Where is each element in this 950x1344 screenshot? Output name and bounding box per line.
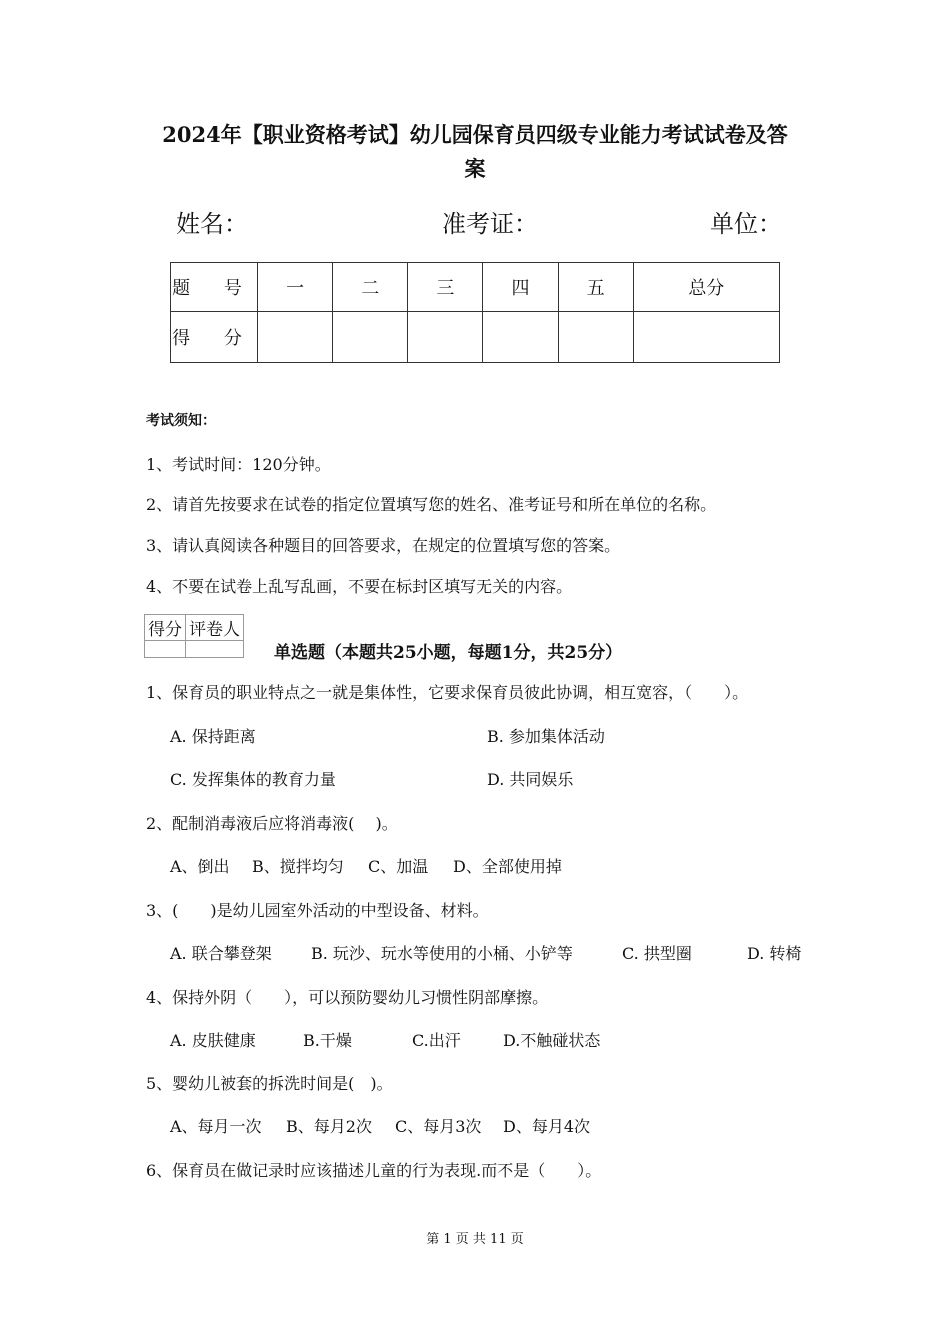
score-cell[interactable] [408, 312, 483, 363]
grader-score-label: 得分 [145, 615, 186, 641]
exam-id-label: 准考证： [442, 210, 538, 238]
q4-option-b[interactable]: B.干燥 [303, 1031, 352, 1050]
q3-option-a[interactable]: A. 联合攀登架 [170, 944, 272, 963]
notice-item: 3、请认真阅读各种题目的回答要求，在规定的位置填写您的答案。 [146, 536, 621, 555]
score-table-col-4: 四 [483, 263, 558, 312]
score-table-col-3: 三 [408, 263, 483, 312]
score-table-row-label: 得 分 [171, 312, 258, 363]
q5-option-c[interactable]: C、每月3次 [395, 1117, 482, 1136]
question-4: 4、保持外阴（ ），可以预防婴幼儿习惯性阴部摩擦。 [146, 988, 549, 1007]
q5-option-d[interactable]: D、每月4次 [503, 1117, 591, 1136]
q4-option-a[interactable]: A. 皮肤健康 [170, 1031, 256, 1050]
q3-option-b[interactable]: B. 玩沙、玩水等使用的小桶、小铲等 [311, 944, 573, 963]
q2-option-b[interactable]: B、搅拌均匀 [252, 857, 344, 876]
score-table-header-label: 题 号 [171, 263, 258, 312]
q3-option-d[interactable]: D. 转椅 [747, 944, 802, 963]
notice-item: 4、不要在试卷上乱写乱画，不要在标封区填写无关的内容。 [146, 577, 573, 596]
document-title-line-1: 2024年【职业资格考试】幼儿园保育员四级专业能力考试试卷及答 [162, 122, 788, 147]
q5-option-a[interactable]: A、每月一次 [170, 1117, 262, 1136]
question-5: 5、婴幼儿被套的拆洗时间是( )。 [146, 1074, 393, 1093]
q1-option-c[interactable]: C. 发挥集体的教育力量 [170, 770, 336, 789]
question-1: 1、保育员的职业特点之一就是集体性，它要求保育员彼此协调，相互宽容，（ ）。 [146, 683, 749, 702]
question-2: 2、配制消毒液后应将消毒液( )。 [146, 814, 398, 833]
score-cell-total[interactable] [633, 312, 779, 363]
score-cell[interactable] [558, 312, 633, 363]
q1-option-a[interactable]: A. 保持距离 [170, 727, 256, 746]
score-cell[interactable] [483, 312, 558, 363]
document-title-line-2: 案 [464, 156, 486, 181]
score-cell[interactable] [258, 312, 333, 363]
grader-box [144, 614, 244, 658]
q1-option-b[interactable]: B. 参加集体活动 [487, 727, 605, 746]
notice-item: 1、考试时间：120分钟。 [146, 455, 331, 474]
score-table-col-5: 五 [558, 263, 633, 312]
q2-option-c[interactable]: C、加温 [368, 857, 429, 876]
section-title: 单选题（本题共25小题，每题1分，共25分） [274, 643, 623, 663]
question-3: 3、( )是幼儿园室外活动的中型设备、材料。 [146, 901, 489, 920]
notice-heading: 考试须知： [146, 413, 216, 429]
q1-option-d[interactable]: D. 共同娱乐 [487, 770, 574, 789]
q5-option-b[interactable]: B、每月2次 [286, 1117, 372, 1136]
q2-option-d[interactable]: D、全部使用掉 [453, 857, 562, 876]
score-table-header-row [171, 263, 780, 312]
unit-label: 单位： [710, 210, 782, 238]
grader-name-label: 评卷人 [186, 615, 244, 641]
q3-option-c[interactable]: C. 拱型圈 [622, 944, 692, 963]
q2-option-a[interactable]: A、倒出 [170, 857, 230, 876]
score-table-col-total: 总分 [633, 263, 779, 312]
grader-name-cell[interactable] [186, 641, 244, 658]
score-table-col-1: 一 [258, 263, 333, 312]
grader-score-cell[interactable] [145, 641, 186, 658]
score-table [170, 262, 780, 363]
q4-option-c[interactable]: C.出汗 [412, 1031, 461, 1050]
name-label: 姓名： [176, 210, 248, 238]
notice-item: 2、请首先按要求在试卷的指定位置填写您的姓名、准考证号和所在单位的名称。 [146, 495, 717, 514]
score-table-score-row [171, 312, 780, 363]
q4-option-d[interactable]: D.不触碰状态 [503, 1031, 601, 1050]
question-6: 6、保育员在做记录时应该描述儿童的行为表现.而不是（ ）。 [146, 1161, 602, 1180]
page-footer: 第 1 页 共 11 页 [426, 1232, 524, 1247]
score-cell[interactable] [333, 312, 408, 363]
score-table-col-2: 二 [333, 263, 408, 312]
